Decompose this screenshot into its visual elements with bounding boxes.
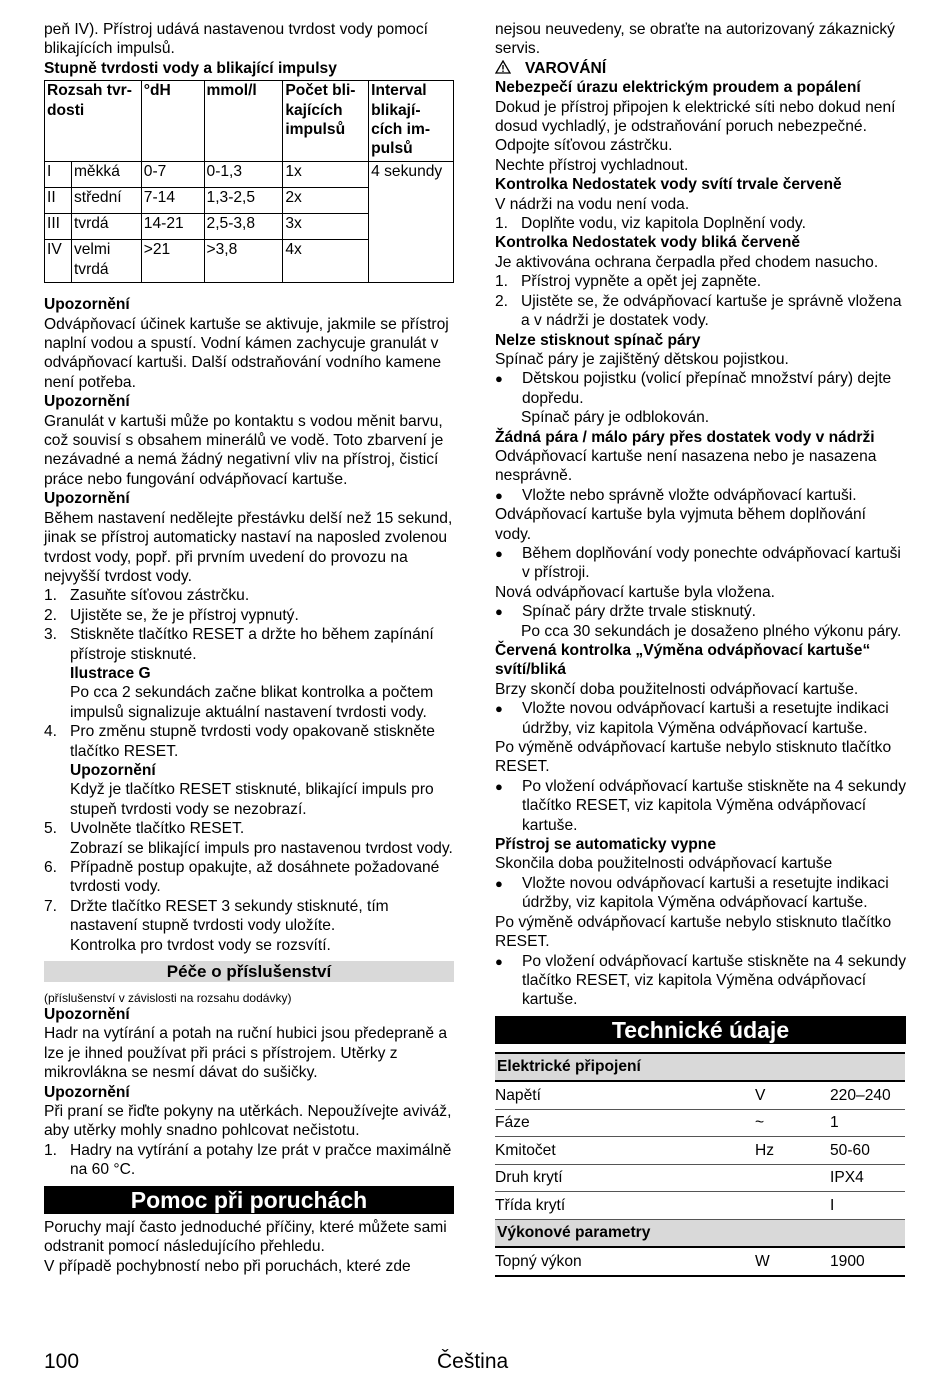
fault-title: Nelze stisknout spínač páry [495, 331, 701, 349]
table-header: Rozsah tvr-dosti [45, 81, 142, 162]
fault-title: Přístroj se automaticky vypne [495, 836, 717, 854]
bullet-icon: ● [495, 875, 503, 891]
table-cell: měkká [71, 162, 141, 188]
bullet-item: ● Během doplňování vody ponechte odvápňovací kartuši v přístroji. [495, 544, 901, 582]
note-text: Při praní se řiďte pokyny na utěrkách. Nepoužívejte aviváž, aby utěrky mohly snadno pohlcovat nečistotu. [44, 1103, 452, 1140]
troubleshooting-heading: Pomoc při poruchách [44, 1186, 454, 1214]
tech-section-row: Výkonové parametry [495, 1219, 905, 1247]
table-cell: 0-1,3 [204, 162, 283, 188]
help-text: Poruchy mají často jednoduché příčiny, které můžete sami odstranit pomocí následujícího přehledu. [44, 1218, 447, 1256]
bullet-icon: ● [495, 371, 503, 387]
table-header: °dH [141, 81, 204, 162]
fault-cause: Po výměně odvápňovací kartuše nebylo stisknuto tlačítko RESET. [495, 913, 892, 951]
tech-row: Topný výkon W 1900 [495, 1247, 905, 1276]
note-title: Upozornění [44, 393, 130, 411]
note-text: Granulát v kartuši může po kontaktu s vodou měnit barvu, což souvisí s obsahem minerálů ve vodě. Toto zbarvení je nezávadné a nemá žádný negativní vliv na přístroj, čisticí práce nebo fungování odvápňovací kartuše. [44, 412, 444, 488]
warning-label-line [495, 59, 906, 78]
bullet-item: ● Dětskou pojistku (volicí přepínač množství páry) dejte dopředu. [495, 370, 892, 407]
bullet-item: ● Vložte novou odvápňovací kartuši a resetujte indikaci údržby, viz kapitola Výměna odvápňovací kartuše. [495, 874, 889, 912]
table-cell: I [45, 162, 72, 188]
fault-cause: Odvápňovací kartuše byla vyjmuta během doplňování vody. [495, 506, 866, 543]
care-scope-note: (příslušenství v závislosti na rozsahu dodávky) [44, 991, 292, 1006]
step-item: 7. Držte tlačítko RESET 3 sekundy stisknuté, tím nastavení stupně tvrdosti vody uložíte. [44, 897, 389, 935]
table-cell: 1x [283, 162, 369, 188]
warning-title: Nebezpečí úrazu elektrickým proudem a popálení [495, 79, 861, 97]
bullet-icon: ● [495, 953, 503, 969]
fault-cause: Odvápňovací kartuše není nasazena nebo je nasazena nesprávně. [495, 447, 877, 485]
tech-section-row: Elektrické připojení [495, 1053, 905, 1082]
bullet-icon: ● [495, 701, 503, 717]
fault-title: Kontrolka Nedostatek vody bliká červeně [495, 234, 801, 252]
step-item: 1. Hadry na vytírání a potahy lze prát v pračce maximálně na 60 °C. [44, 1141, 452, 1179]
step-detail: Kontrolka pro tvrdost vody se rozsvítí. [70, 936, 331, 954]
fault-cause: Brzy skončí doba použitelnosti odvápňovací kartuše. [495, 680, 859, 698]
bullet-icon: ● [495, 487, 503, 503]
step-item: 3. Stiskněte tlačítko RESET a držte ho během zapínání přístroje stisknuté. [44, 626, 434, 663]
step-item: 6. Případně postup opakujte, až dosáhnete požadované tvrdosti vody. [44, 859, 440, 896]
table-cell: 0-7 [141, 162, 204, 188]
table-cell: IV [45, 240, 72, 283]
step-item: 1. Přístroj vypněte a opět jej zapněte. [495, 273, 762, 291]
table-cell: střední [71, 188, 141, 214]
warning-action: Odpojte síťovou zástrčku. [495, 137, 673, 155]
table-cell: III [45, 214, 72, 240]
warning-label: VAROVÁNÍ [525, 59, 607, 77]
bullet-detail: Spínač páry je odblokován. [521, 409, 710, 427]
table-cell: >21 [141, 240, 204, 283]
table-cell: 7-14 [141, 188, 204, 214]
table-header: Počet bli-kajících impulsů [283, 81, 369, 162]
step-item: 2. Ujistěte se, že je přístroj vypnutý. [44, 606, 299, 624]
warning-text: Dokud je přístroj připojen k elektrické síti nebo dokud není dosud vychladlý, je odstraňování poruch nebezpečné. [495, 98, 896, 136]
note-text: Hadr na vytírání a potah na ruční hubici jsou předepraně a lze je ihned používat při práci s přístrojem. Utěrky z mikrovlákna se nesmí dávat do sušičky. [44, 1025, 448, 1082]
step-detail: Zobrazí se blikající impuls pro nastavenou tvrdost vody. [70, 839, 453, 857]
tech-row: Napětí V 220–240 [495, 1081, 905, 1109]
note-title: Upozornění [44, 1006, 130, 1024]
tech-row: Fáze ~ 1 [495, 1109, 905, 1137]
table-cell: II [45, 188, 72, 214]
continued-text: nejsou neuvedeny, se obraťte na autorizovaný zákaznický servis. [495, 21, 895, 58]
table-cell: 1,3-2,5 [204, 188, 283, 214]
footer-language: Čeština [437, 1350, 509, 1373]
fault-cause: Spínač páry je zajištěný dětskou pojistkou. [495, 350, 789, 368]
care-heading: Péče o příslušenství [44, 961, 454, 982]
bullet-icon: ● [495, 604, 503, 620]
fault-cause: Je aktivována ochrana čerpadla před chodem nasucho. [495, 253, 879, 271]
tech-row: Druh krytí IPX4 [495, 1164, 905, 1192]
tech-row: Kmitočet Hz 50-60 [495, 1137, 905, 1165]
fault-cause: Nová odvápňovací kartuše byla vložena. [495, 583, 775, 601]
note-text: Odvápňovací účinek kartuše se aktivuje, jakmile se přístroj naplní vodou a spustí. Vodní kámen zachycuje granulát v odvápňovací kartuši. Další odstraňování vodního kamene není potřeba. [44, 315, 449, 391]
tech-row: Třída krytí I [495, 1192, 905, 1220]
hardness-table [44, 80, 454, 283]
help-text: V případě pochybností nebo při poruchách, které zde [44, 1257, 411, 1275]
table-row [45, 162, 454, 188]
right-column [495, 20, 906, 1277]
table-header: Interval blikají-cích im-pulsů [369, 81, 454, 162]
bullet-icon: ● [495, 778, 503, 794]
table-title: Stupně tvrdosti vody a blikající impulsy [44, 59, 337, 77]
note-title: Upozornění [44, 490, 130, 508]
bullet-item: ● Vložte novou odvápňovací kartuši a resetujte indikaci údržby, viz kapitola Výměna odvápňovací kartuše. [495, 700, 889, 737]
fault-title: Žádná pára / málo páry přes dostatek vody v nádrži [495, 428, 875, 446]
fault-cause: Skončila doba použitelnosti odvápňovací kartuše [495, 855, 833, 873]
bullet-item: ● Po vložení odvápňovací kartuše stiskněte na 4 sekundy tlačítko RESET, viz kapitola Výměna odvápňovací kartuše. [495, 777, 907, 834]
table-cell: >3,8 [204, 240, 283, 283]
fault-cause: V nádrži na vodu není voda. [495, 195, 690, 213]
table-cell: 2,5-3,8 [204, 214, 283, 240]
step-item: 5. Uvolněte tlačítko RESET. [44, 820, 245, 838]
tech-data-table [495, 1052, 905, 1277]
table-header-row [45, 81, 454, 162]
tech-data-heading: Technické údaje [495, 1016, 906, 1044]
bullet-detail: Po cca 30 sekundách je dosaženo plného výkonu páry. [521, 622, 902, 640]
fault-title: Kontrolka Nedostatek vody svítí trvale červeně [495, 176, 842, 194]
warning-action: Nechte přístroj vychladnout. [495, 156, 689, 174]
warning-triangle-icon [495, 60, 511, 74]
fault-cause: Po výměně odvápňovací kartuše nebylo stisknuto tlačítko RESET. [495, 739, 892, 776]
step-detail: Po cca 2 sekundách začne blikat kontrolka a počtem impulsů signalizuje aktuální nastavení tvrdosti vody. [70, 684, 434, 721]
left-column [44, 20, 454, 1276]
step-item: 2. Ujistěte se, že odvápňovací kartuše je správně vložena a v nádrži je dostatek vody. [495, 292, 902, 330]
step-item: 4. Pro změnu stupně tvrdosti vody opakovaně stiskněte tlačítko RESET. [44, 723, 435, 760]
interval-cell: 4 sekundy [369, 162, 454, 283]
table-cell: velmi tvrdá [71, 240, 141, 283]
bullet-item: ● Po vložení odvápňovací kartuše stiskněte na 4 sekundy tlačítko RESET, viz kapitola Výměna odvápňovací kartuše. [495, 952, 907, 1009]
note-title: Upozornění [70, 761, 156, 779]
table-cell: 4x [283, 240, 369, 283]
table-cell: 2x [283, 188, 369, 214]
note-text: Během nastavení nedělejte přestávku delší než 15 sekund, jinak se přístroj automaticky nastaví na naposled zvolenou tvrdost vody, popř. při prvním uvedení do provozu na nejvyšší tvrdost vody. [44, 509, 453, 585]
step-item: 1. Doplňte vodu, viz kapitola Doplnění vody. [495, 215, 806, 233]
table-cell: 3x [283, 214, 369, 240]
bullet-item: ● Spínač páry držte trvale stisknutý. [495, 603, 757, 621]
step-item: 1. Zasuňte síťovou zástrčku. [44, 587, 250, 605]
page-number: 100 [44, 1350, 80, 1373]
bullet-icon: ● [495, 545, 503, 561]
table-cell: tvrdá [71, 214, 141, 240]
illustration-ref: Ilustrace G [70, 664, 151, 682]
table-header: mmol/l [204, 81, 283, 162]
step-detail: Když je tlačítko RESET stisknuté, blikající impuls pro stupeň tvrdosti vody se nezobrazí. [70, 781, 434, 818]
intro-text: peň IV). Přístroj udává nastavenou tvrdost vody pomocí blikajících impulsů. [44, 21, 428, 58]
table-cell: 14-21 [141, 214, 204, 240]
bullet-item: ● Vložte nebo správně vložte odvápňovací kartuši. [495, 486, 857, 504]
note-title: Upozornění [44, 296, 130, 314]
fault-title: Červená kontrolka „Výměna odvápňovací kartuše“ svítí/bliká [495, 642, 871, 679]
note-title: Upozornění [44, 1083, 130, 1101]
